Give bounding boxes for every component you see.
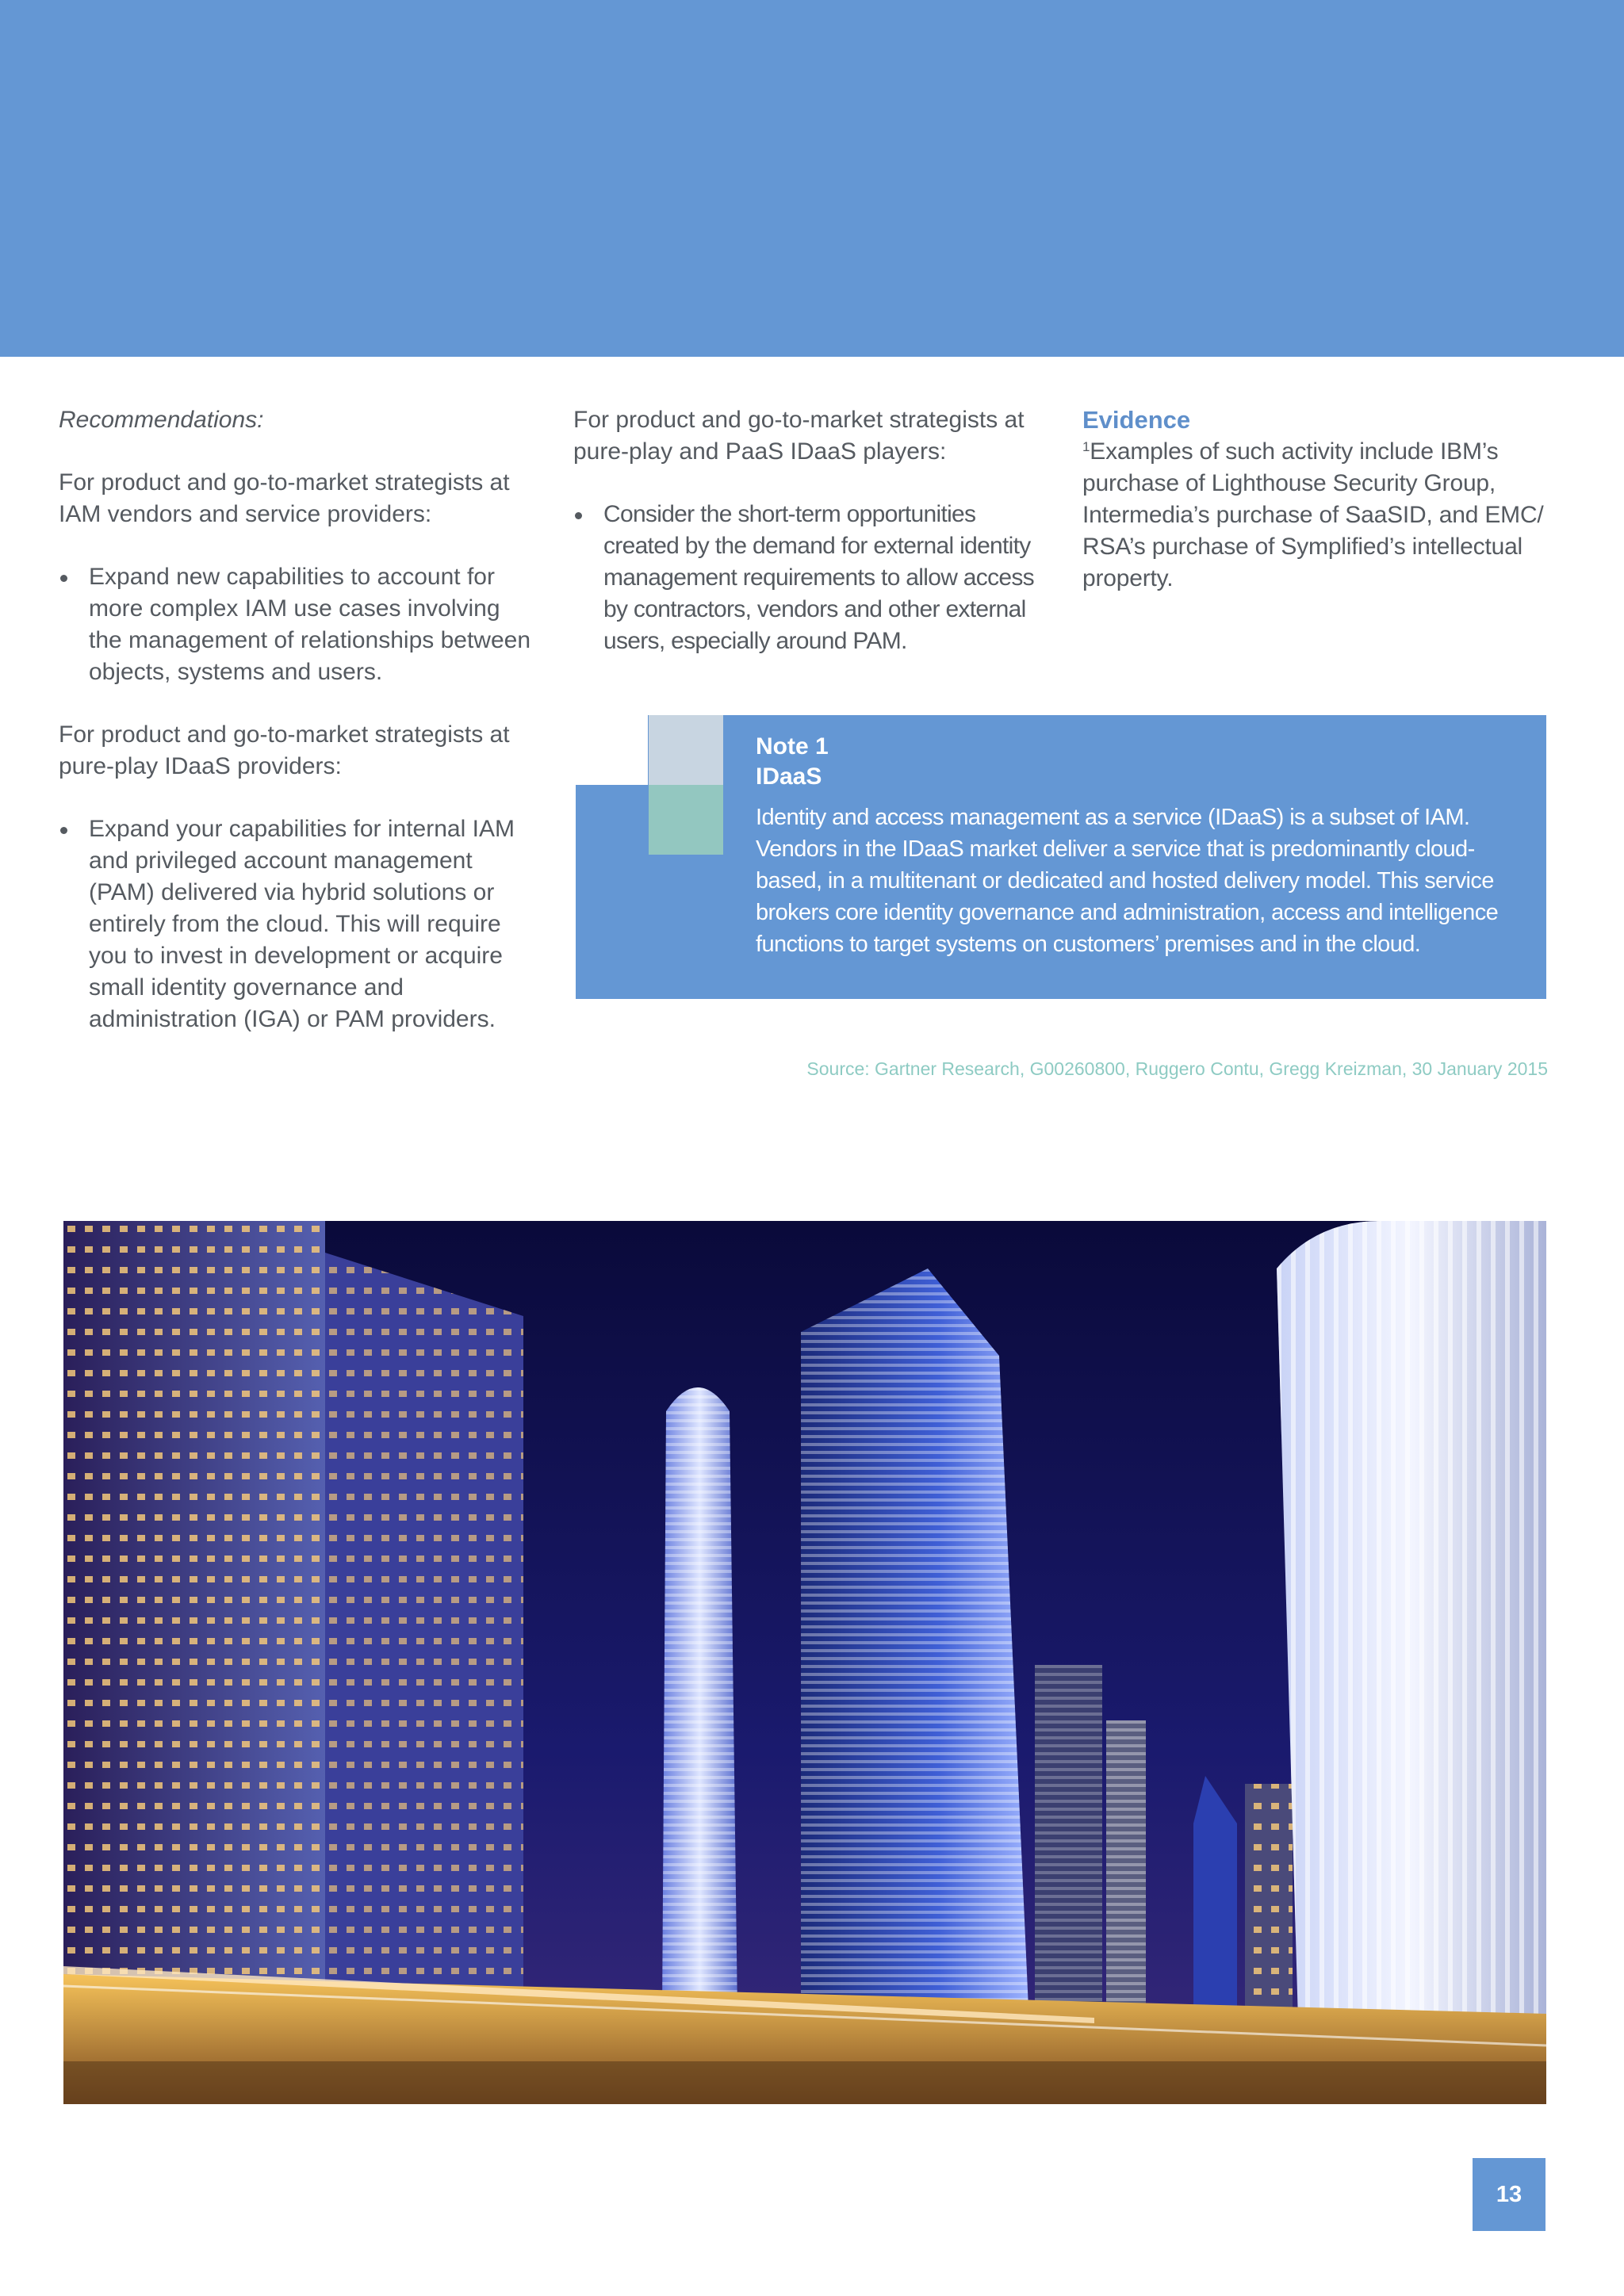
note-title: IDaaS [756, 763, 822, 790]
note-label: Note 1 [756, 733, 829, 760]
note-content [756, 732, 1517, 960]
evidence-text [1082, 436, 1558, 595]
skyline-illustration [63, 1221, 1546, 2104]
list-item: Expand new capabilities to account for more complex IAM use cases involving the management of relationships between objects, systems and users. [59, 561, 534, 688]
evidence-title: Evidence [1082, 406, 1191, 434]
middle-column [573, 404, 1041, 657]
note-body: Identity and access management as a service (IDaaS) is a subset of IAM. Vendors in the IDaaS market deliver a service that is predominantly cloud-based, in a multitenant or dedicated and hosted delivery model. This service brokers core identity governance and administration, access and intelligence functions to target systems on customers’ premises and in the cloud. [756, 805, 1499, 957]
idaas-providers-paragraph: For product and go-to-market strategists at pure-play IDaaS providers: [59, 721, 510, 779]
paas-players-bullet-list [573, 499, 1041, 657]
source-citation: Source: Gartner Research, G00260800, Ruggero Contu, Gregg Kreizman, 30 January 2015 [806, 1058, 1548, 1079]
list-item: Expand your capabilities for internal IAM and privileged account management (PAM) delivered via hybrid solutions or entirely from the cloud. This will require you to invest in development or acquire small identity governance and administration (IGA) or PAM providers. [59, 813, 534, 1035]
decorative-square-grey [649, 715, 723, 785]
paas-players-paragraph: For product and go-to-market strategists at pure-play and PaaS IDaaS players: [573, 407, 1025, 465]
list-item: Consider the short-term opportunities created by the demand for external identity management requirements to allow access by contractors, vendors and other external users, especially around PAM. [573, 499, 1041, 657]
recommendations-heading: Recommendations: [59, 407, 264, 433]
note-box-cutout [576, 715, 648, 785]
decorative-square-teal [649, 785, 723, 855]
footnote-marker: 1 [1082, 439, 1090, 454]
vendors-bullet-list [59, 561, 534, 688]
left-column [59, 404, 534, 1035]
header-band [0, 0, 1624, 357]
idaas-providers-bullet-list [59, 813, 534, 1035]
evidence-body: Examples of such activity include IBM’s purchase of Lighthouse Security Group, Intermedia’s purchase of SaaSID, and EMC/ RSA’s purchase of Symplified’s intellectual property. [1082, 438, 1544, 591]
city-skyline-photo [63, 1221, 1546, 2104]
page-number: 13 [1473, 2158, 1545, 2231]
evidence-column [1082, 404, 1558, 595]
vendors-paragraph: For product and go-to-market strategists at IAM vendors and service providers: [59, 469, 510, 527]
